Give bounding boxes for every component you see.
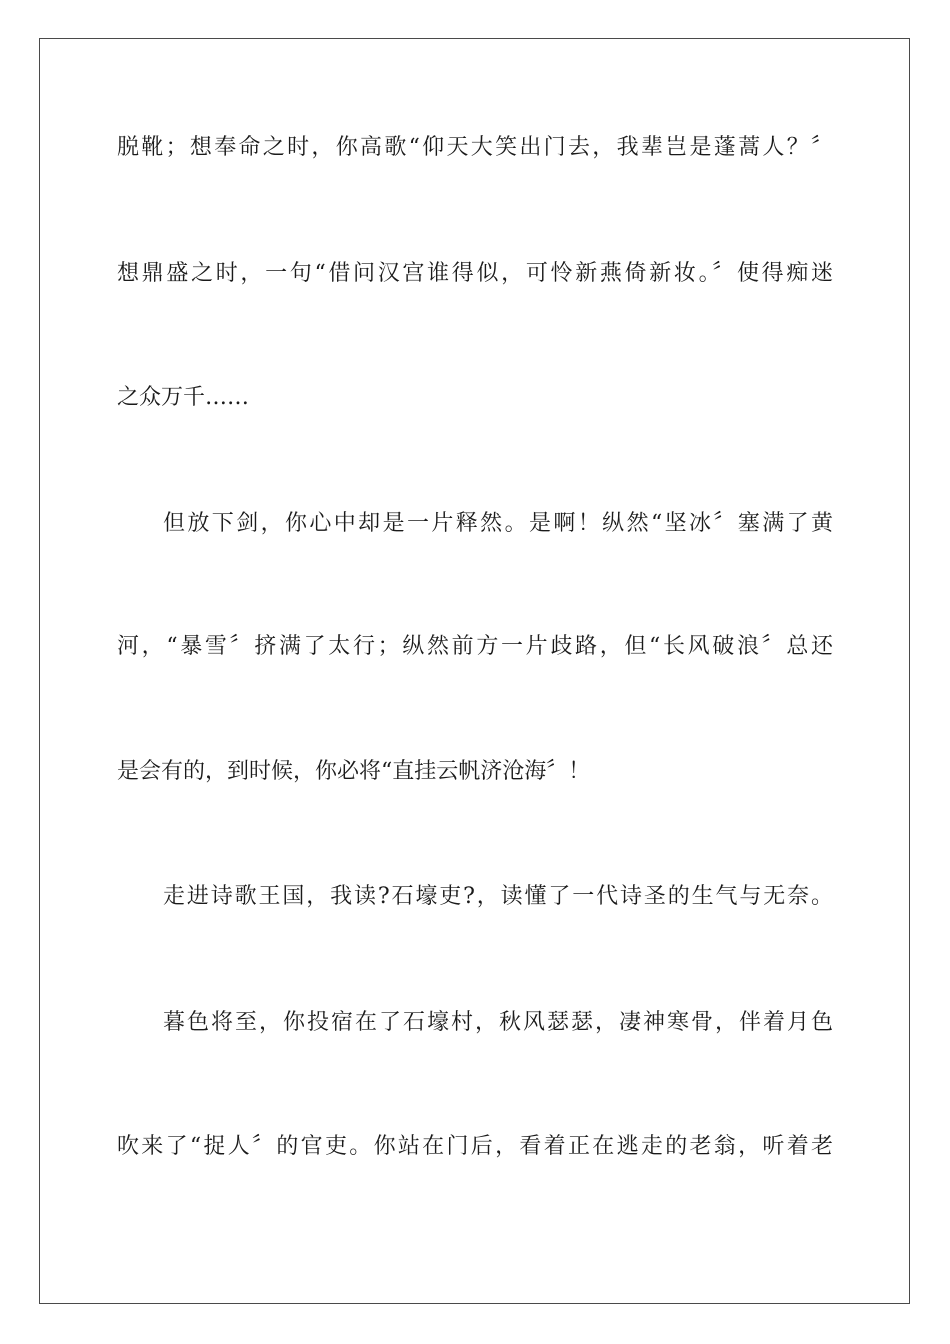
text-line-6: 是会有的，到时候，你必将“直挂云帆济沧海〞！ <box>117 759 591 784</box>
text-line-9: 吹来了“捉人〞的官吏。你站在门后，看着正在逃走的老翁，听着老 <box>117 1134 833 1159</box>
text-line-3: 之众万千…… <box>117 385 250 410</box>
text-line-1: 脱靴；想奉命之时，你高歌“仰天大笑出门去，我辈岂是蓬蒿人？〞 <box>117 135 833 160</box>
text-line-7: 走进诗歌王国，我读?石壕吏?，读懂了一代诗圣的生气与无奈。 <box>163 884 833 909</box>
page-border <box>39 38 910 1304</box>
text-line-8: 暮色将至，你投宿在了石壕村，秋风瑟瑟，凄神寒骨，伴着月色 <box>163 1010 833 1035</box>
text-line-2: 想鼎盛之时，一句“借问汉宫谁得似，可怜新燕倚新妆。〞使得痴迷 <box>117 261 833 286</box>
text-line-4: 但放下剑，你心中却是一片释然。是啊！纵然“坚冰〞塞满了黄 <box>163 511 833 536</box>
text-line-5: 河，“暴雪〞挤满了太行；纵然前方一片歧路，但“长风破浪〞总还 <box>117 634 833 659</box>
